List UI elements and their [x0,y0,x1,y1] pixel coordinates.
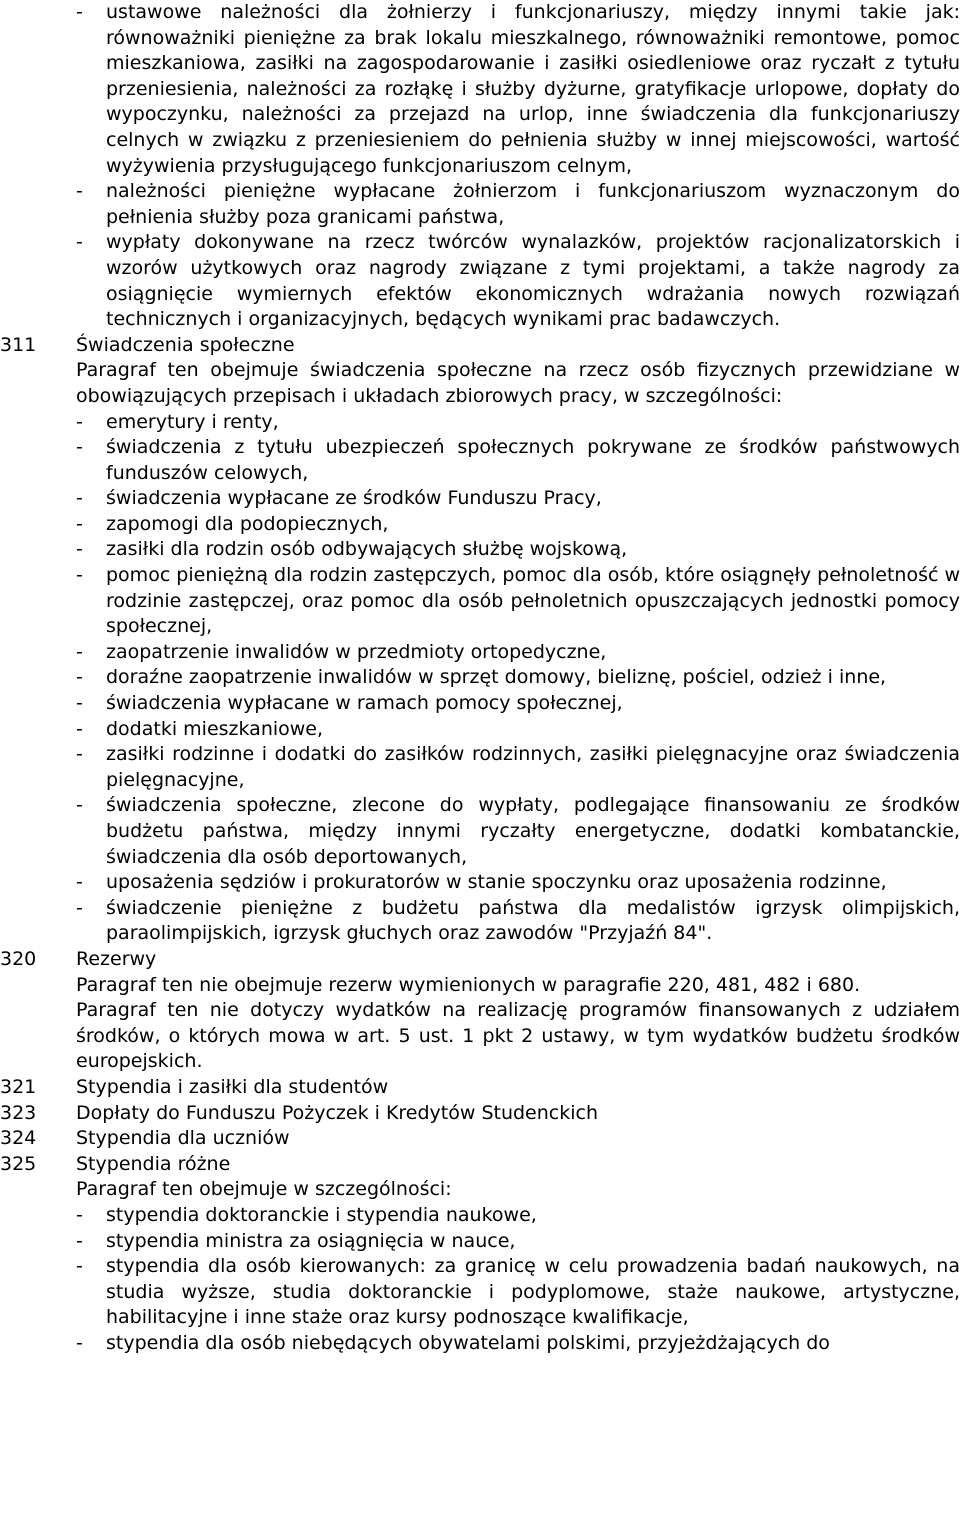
section-list-item: - świadczenia wypłacane ze środków Funduszu Pracy, [76,486,960,512]
section-list-item: - świadczenia społeczne, zlecone do wypłaty, podlegające finansowaniu ze środków budżetu państwa, między innymi ryczałty energetyczne, dodatki kombatanckie, świadczenia dla osób deportowanych, [76,793,960,870]
intro-number-column [0,0,76,333]
section-list-item: - stypendia dla osób kierowanych: za granicę w celu prowadzenia badań naukowych, na studia wyższe, studia doktoranckie i podyplomowe, staże naukowe, artystyczne, habilitacyjne i inne staże oraz kursy podnoszące kwalifikacje, [76,1254,960,1331]
section-325 [0,1152,960,1357]
section-code: 323 [0,1101,37,1124]
section-list-item: - świadczenia wypłacane w ramach pomocy społecznej, [76,691,960,717]
section-list-item: - stypendia ministra za osiągnięcia w nauce, [76,1229,960,1255]
section-list-item: - dodatki mieszkaniowe, [76,717,960,743]
intro-list-item: - ustawowe należności dla żołnierzy i funkcjonariuszy, między innymi takie jak: równoważniki pieniężne za brak lokalu mieszkalnego, równoważniki remontowe, pomoc mieszkaniowa, zasiłki na zagospodarowanie i zasiłki osiedleniowe oraz ryczałt z tytułu przeniesienia, należności za rozłąkę i służby dyżurne, gratyfikacje urlopowe, dopłaty do wypoczynku, należności za przejazd na urlop, inne świadczenia dla funkcjonariuszy celnych w związku z przeniesieniem do pełnienia służby w innej miejscowości, wartość wyżywienia przysługującego funkcjonariuszom celnym, [76,0,960,179]
section-list-item: - doraźne zaopatrzenie inwalidów w sprzęt domowy, bieliznę, pościel, odzież i inne, [76,665,960,691]
section-list-item: - świadczenie pieniężne z budżetu państwa dla medalistów igrzysk olimpijskich, paraolimpijskich, igrzysk głuchych oraz zawodów "Przyjaźń 84". [76,896,960,947]
section-title: Dopłaty do Funduszu Pożyczek i Kredytów Studenckich [76,1101,598,1124]
section-list-item: - świadczenia z tytułu ubezpieczeń społecznych pokrywane ze środków państwowych funduszów celowych, [76,435,960,486]
section-list [76,1203,960,1357]
section-list-item: - zasiłki dla rodzin osób odbywających służbę wojskową, [76,537,960,563]
section-list-item: - stypendia dla osób niebędących obywatelami polskimi, przyjeżdżających do [76,1331,960,1357]
section-paragraph: Paragraf ten nie obejmuje rezerw wymienionych w paragrafie 220, 481, 482 i 680. [76,973,861,996]
section-title: Rezerwy [76,947,157,970]
section-list-item: - zapomogi dla podopiecznych, [76,512,960,538]
sections-container [0,333,960,1357]
section-321 [0,1075,960,1101]
section-code: 325 [0,1152,37,1175]
section-code: 321 [0,1075,37,1098]
section-list [76,410,960,947]
section-code: 320 [0,947,37,970]
section-list-item: - zaopatrzenie inwalidów w przedmioty ortopedyczne, [76,640,960,666]
section-paragraph: Paragraf ten obejmuje świadczenia społeczne na rzecz osób fizycznych przewidziane w obowiązujących przepisach i układach zbiorowych pracy, w szczególności: [76,359,960,407]
section-list-item: - uposażenia sędziów i prokuratorów w stanie spoczynku oraz uposażenia rodzinne, [76,870,960,896]
section-paragraph: Paragraf ten obejmuje w szczególności: [76,1178,452,1201]
section-paragraph: Paragraf ten nie dotyczy wydatków na realizację programów finansowanych z udziałem środków, o których mowa w art. 5 ust. 1 pkt 2 ustawy, w tym wydatków budżetu środków europejskich. [76,999,960,1073]
section-323 [0,1101,960,1127]
section-title: Stypendia i zasiłki dla studentów [76,1075,389,1098]
intro-list-item: - wypłaty dokonywane na rzecz twórców wynalazków, projektów racjonalizatorskich i wzorów użytkowych oraz nagrody związane z tymi projektami, a także nagrody za osiągnięcie wymiernych efektów ekonomicznych wdrażania nowych rozwiązań technicznych i organizacyjnych, będących wynikami prac badawczych. [76,230,960,332]
section-311 [0,333,960,947]
section-title: Świadczenia społeczne [76,333,295,356]
section-title: Stypendia różne [76,1152,231,1175]
section-list-item: - emerytury i renty, [76,410,960,436]
section-title: Stypendia dla uczniów [76,1127,290,1150]
section-list-item: - zasiłki rodzinne i dodatki do zasiłków rodzinnych, zasiłki pielęgnacyjne oraz świadczenia pielęgnacyjne, [76,742,960,793]
intro-block [0,0,960,333]
section-list-item: - stypendia doktoranckie i stypendia naukowe, [76,1203,960,1229]
section-code: 324 [0,1127,37,1150]
section-320 [0,947,960,1075]
section-list-item: - pomoc pieniężną dla rodzin zastępczych, pomoc dla osób, które osiągnęły pełnoletność w rodzinie zastępczej, oraz pomoc dla osób pełnoletnich opuszczających jednostki pomocy społecznej, [76,563,960,640]
section-code: 311 [0,333,37,356]
section-324 [0,1126,960,1152]
intro-list-item: - należności pieniężne wypłacane żołnierzom i funkcjonariuszom wyznaczonym do pełnienia służby poza granicami państwa, [76,179,960,230]
intro-list [76,0,960,333]
